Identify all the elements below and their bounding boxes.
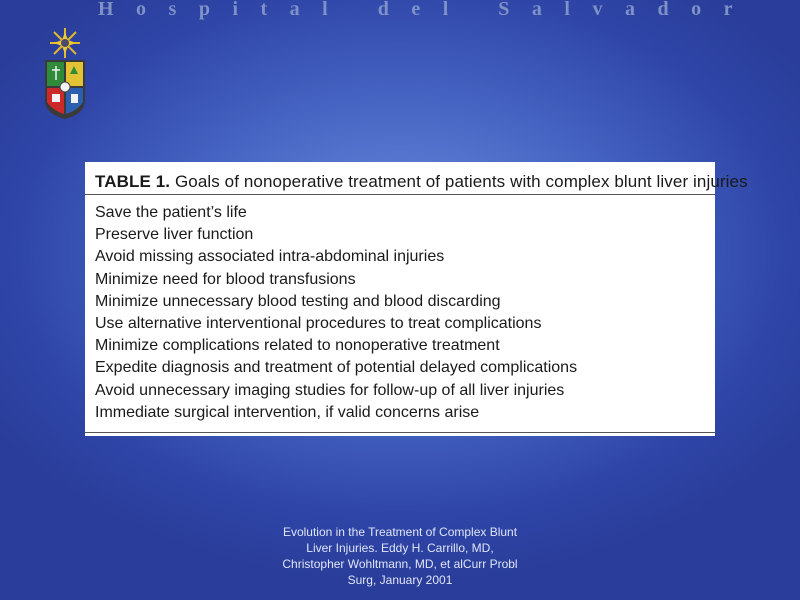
- table-row: Immediate surgical intervention, if valid concerns arise: [95, 403, 480, 421]
- table-title: [95, 172, 748, 192]
- table-row: Avoid unnecessary imaging studies for follow-up of all liver injuries: [95, 381, 565, 399]
- table-row: Preserve liver function: [95, 226, 254, 244]
- table-row: Minimize need for blood transfusions: [95, 270, 356, 288]
- table-row: Save the patient’s life: [95, 204, 247, 221]
- table-row: Minimize complications related to nonoperative treatment: [95, 337, 500, 355]
- table-rows: [95, 202, 577, 424]
- table-row: Minimize unnecessary blood testing and blood discarding: [95, 292, 501, 310]
- table-row: Expedite diagnosis and treatment of potential delayed complications: [95, 359, 578, 377]
- table-caption: Goals of nonoperative treatment of patients with complex blunt liver injuries: [174, 172, 748, 191]
- table-row: Avoid missing associated intra-abdominal injuries: [95, 248, 445, 266]
- table-top-rule: [85, 194, 715, 195]
- hospital-title: Hospital del Salvador: [98, 0, 755, 20]
- citation-text: Evolution in the Treatment of Complex Blunt Liver Injuries. Eddy H. Carrillo, MD, Christopher Wohltmann, MD, et alCurr Probl Surg, January 2001: [282, 525, 518, 587]
- table-label: TABLE 1.: [95, 172, 171, 191]
- university-crest-icon: [40, 26, 90, 122]
- table-bottom-rule: [85, 432, 715, 433]
- goals-table: [85, 162, 748, 436]
- table-row: Use alternative interventional procedures to treat complications: [95, 315, 542, 333]
